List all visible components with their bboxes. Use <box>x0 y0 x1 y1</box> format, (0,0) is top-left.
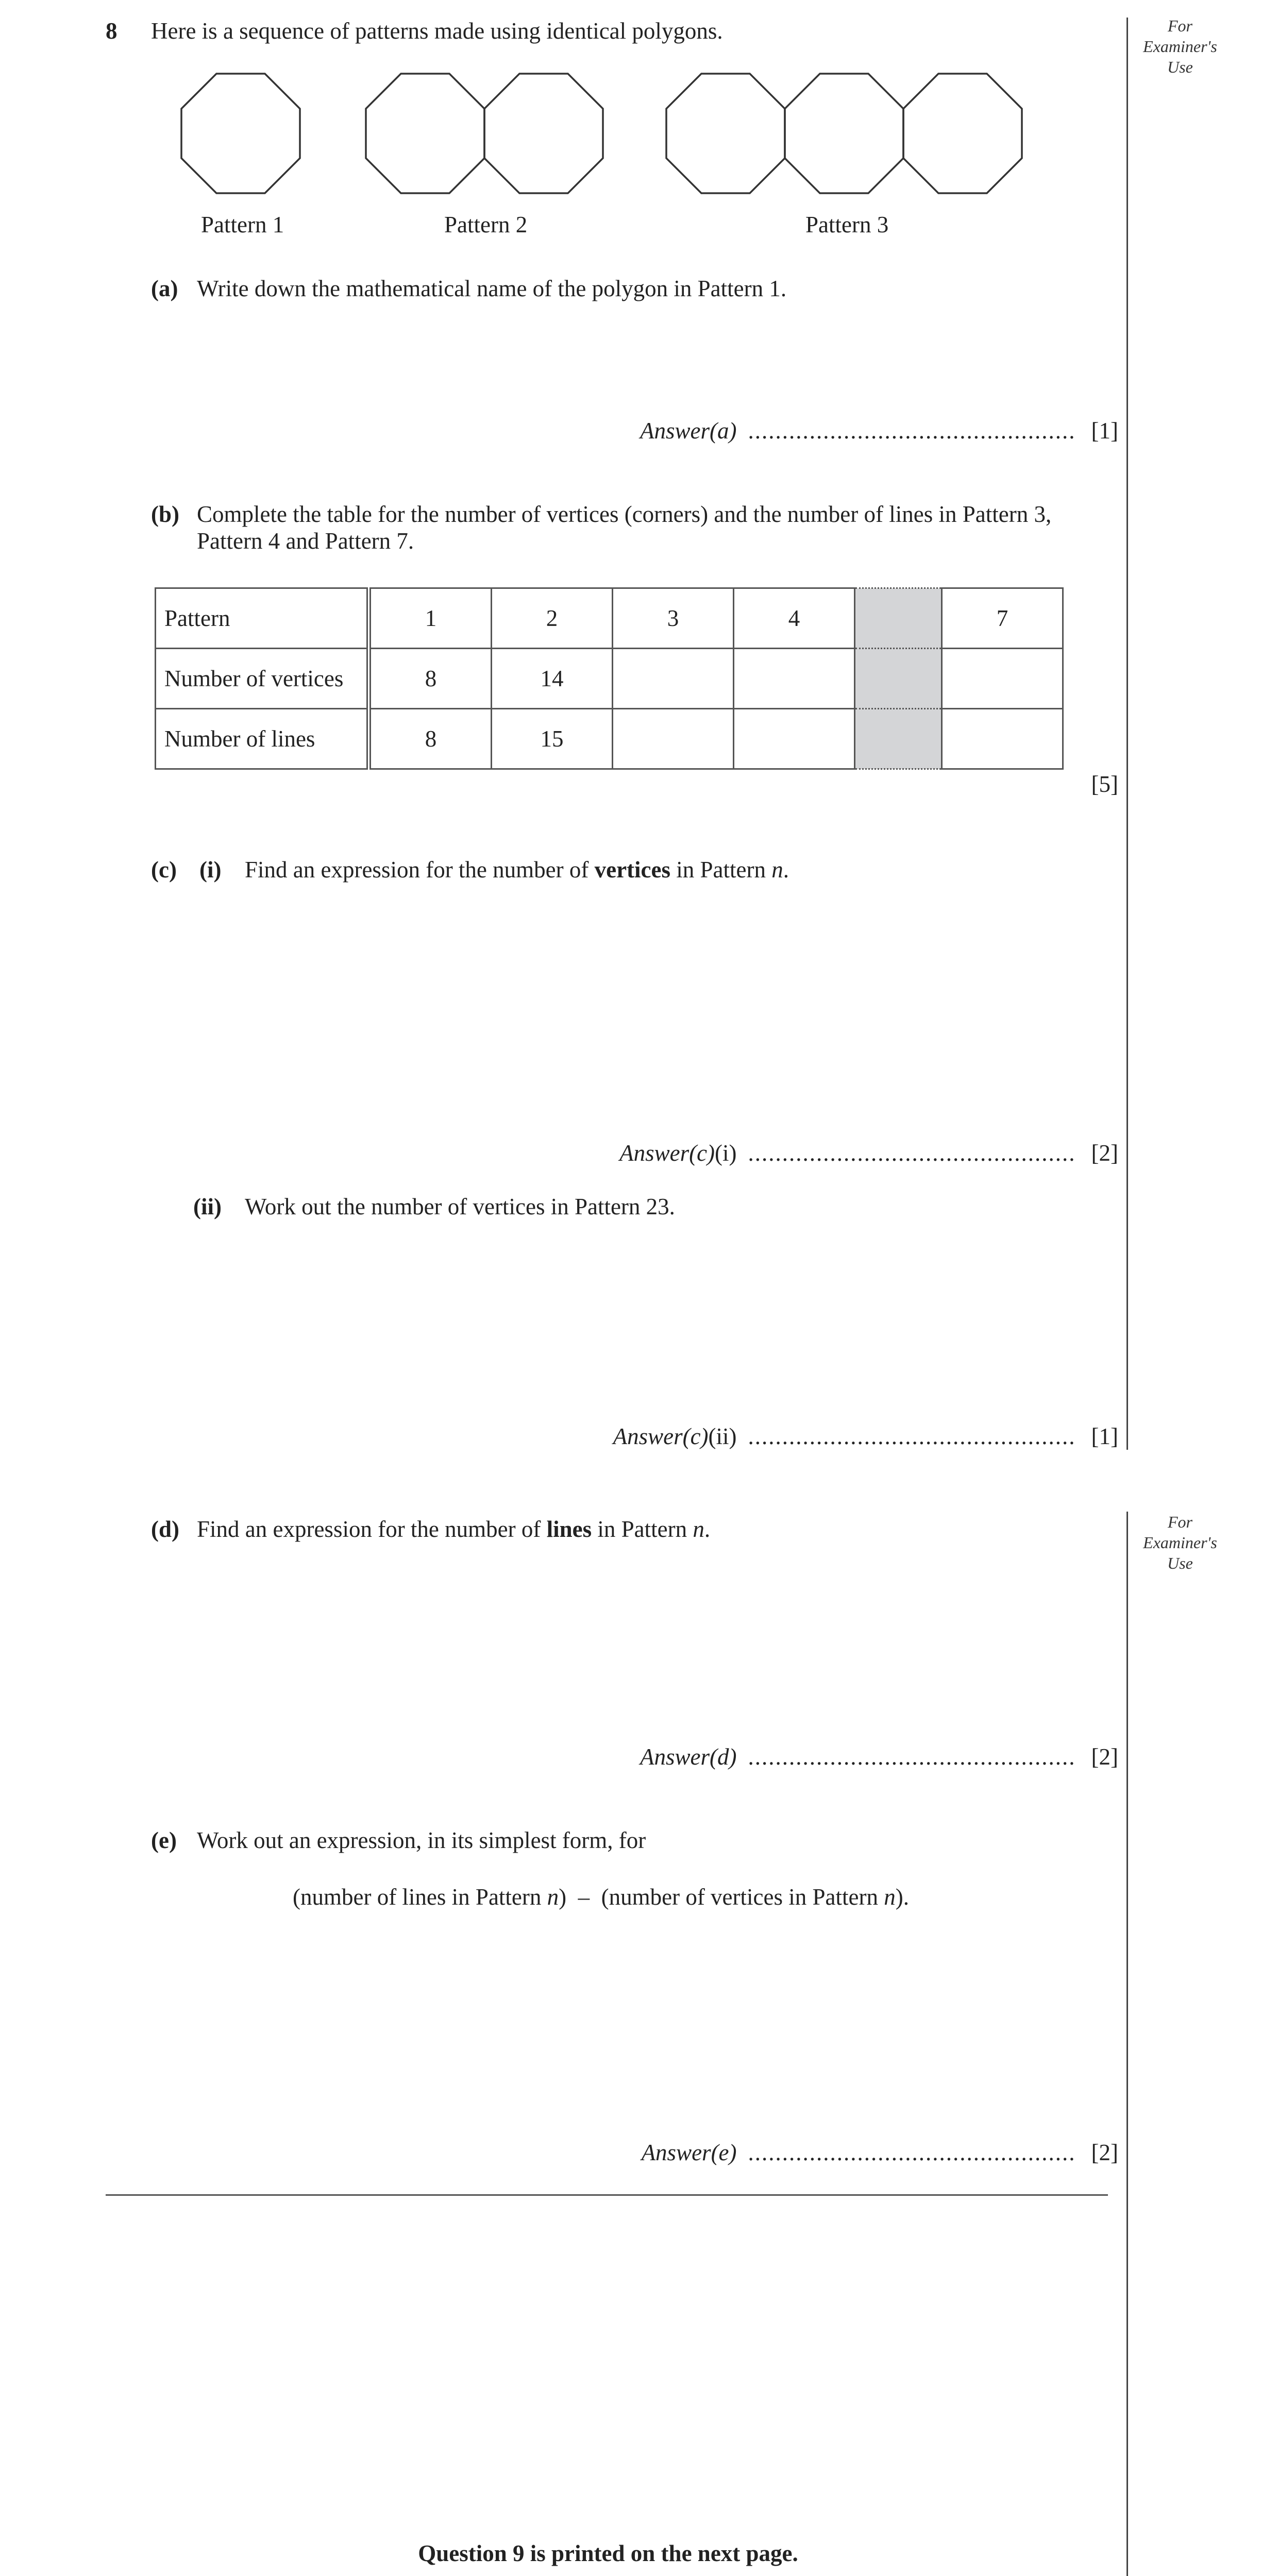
answer-c-i-dots[interactable]: ................................................ <box>748 1140 1076 1166</box>
answer-c-ii-marks: [1] <box>1091 1423 1118 1449</box>
answer-c-ii-dots[interactable]: ................................................ <box>748 1423 1076 1449</box>
table-row-lines-label: Number of lines <box>156 709 369 769</box>
answer-d-dots[interactable]: ................................................ <box>748 1744 1076 1770</box>
pattern-label-2: Pattern 2 <box>444 212 528 238</box>
pattern-label-1: Pattern 1 <box>201 212 284 238</box>
part-d-text: Find an expression for the number of lines in Pattern n. <box>197 1516 711 1542</box>
octagon-p2-2 <box>484 74 603 193</box>
lines-gap <box>855 709 942 769</box>
vertices-pattern-7-input[interactable] <box>942 649 1063 709</box>
examiner-use-box-top: For Examiner's Use <box>1143 16 1217 76</box>
table-row-vertices-label: Number of vertices <box>156 649 369 709</box>
answer-c-i-line[interactable]: Answer(c)(i) ................................................ [2] <box>619 1140 1118 1166</box>
answer-d-line[interactable] <box>640 1743 1118 1770</box>
answer-e-label: Answer(e) <box>641 2140 737 2165</box>
answer-a-marks: [1] <box>1091 418 1118 444</box>
part-e-label: (e) <box>151 1827 177 1853</box>
part-c-i-text: Find an expression for the number of vertices in Pattern n. <box>245 857 789 883</box>
part-b-text-line2: Pattern 4 and Pattern 7. <box>197 528 414 554</box>
table-col-1: 1 <box>369 588 492 649</box>
answer-e-marks: [2] <box>1091 2140 1118 2165</box>
pattern-svg <box>0 0 1123 216</box>
part-c-label: (c) <box>151 857 177 883</box>
part-c-ii-label: (ii) <box>193 1194 222 1219</box>
examiner-margin-line-bottom <box>1126 1512 1128 2576</box>
answer-a-line[interactable] <box>640 417 1118 444</box>
table-row-vertices <box>156 649 1063 709</box>
table-col-2: 2 <box>492 588 613 649</box>
answer-c-i-label: Answer(c) <box>619 1140 715 1166</box>
table-col-gap <box>855 588 942 649</box>
pattern-label-3: Pattern 3 <box>805 212 889 238</box>
vertices-pattern-1: 8 <box>369 649 492 709</box>
part-a-label: (a) <box>151 276 178 301</box>
answer-c-ii-label: Answer(c) <box>613 1423 709 1449</box>
question-intro: Here is a sequence of patterns made using identical polygons. <box>151 18 723 44</box>
examiner-margin-line-top <box>1126 18 1128 1450</box>
answer-c-ii-line[interactable]: Answer(c)(ii) ................................................ [1] <box>613 1423 1118 1449</box>
answer-d-label: Answer(d) <box>640 1744 737 1770</box>
octagon-p3-1 <box>666 74 785 193</box>
pattern-table <box>155 587 1064 770</box>
part-c-i-label: (i) <box>199 857 222 883</box>
vertices-pattern-2: 14 <box>492 649 613 709</box>
footer-next-page: Question 9 is printed on the next page. <box>418 2540 798 2566</box>
part-b-marks: [5] <box>1091 771 1118 797</box>
answer-a-dots[interactable]: ................................................ <box>748 418 1076 444</box>
octagon-p2-1 <box>366 74 484 193</box>
part-c-ii-text: Work out the number of vertices in Pattern 23. <box>245 1194 675 1219</box>
lines-pattern-2: 15 <box>492 709 613 769</box>
part-d-label: (d) <box>151 1516 179 1542</box>
table-col-4: 4 <box>734 588 855 649</box>
question-number: 8 <box>106 18 117 44</box>
lines-pattern-4-input[interactable] <box>734 709 855 769</box>
answer-c-i-marks: [2] <box>1091 1140 1118 1166</box>
part-a-text: Write down the mathematical name of the polygon in Pattern 1. <box>197 276 787 301</box>
answer-d-marks: [2] <box>1091 1744 1118 1770</box>
octagon-p3-3 <box>903 74 1022 193</box>
lines-pattern-7-input[interactable] <box>942 709 1063 769</box>
vertices-pattern-4-input[interactable] <box>734 649 855 709</box>
part-e-expression: (number of lines in Pattern n) – (number of vertices in Pattern n). <box>293 1884 909 1910</box>
part-b-label: (b) <box>151 501 179 527</box>
lines-pattern-1: 8 <box>369 709 492 769</box>
answer-e-line[interactable] <box>642 2139 1118 2166</box>
table-col-7: 7 <box>942 588 1063 649</box>
table-row-lines <box>156 709 1063 769</box>
part-e-text: Work out an expression, in its simplest form, for <box>197 1827 646 1853</box>
table-header-pattern: Pattern <box>156 588 369 649</box>
answer-e-dots[interactable]: ................................................ <box>748 2140 1076 2165</box>
octagon-p1-1 <box>181 74 300 193</box>
octagon-p3-2 <box>785 74 903 193</box>
vertices-gap <box>855 649 942 709</box>
lines-pattern-3-input[interactable] <box>613 709 734 769</box>
end-of-question-rule <box>106 2194 1108 2196</box>
examiner-use-box-bottom: For Examiner's Use <box>1143 1513 1217 1572</box>
answer-a-label: Answer(a) <box>640 418 737 444</box>
table-col-3: 3 <box>613 588 734 649</box>
table-row-header <box>156 588 1063 649</box>
vertices-pattern-3-input[interactable] <box>613 649 734 709</box>
part-b-text-line1: Complete the table for the number of vertices (corners) and the number of lines in Pattern 3, <box>197 501 1052 527</box>
